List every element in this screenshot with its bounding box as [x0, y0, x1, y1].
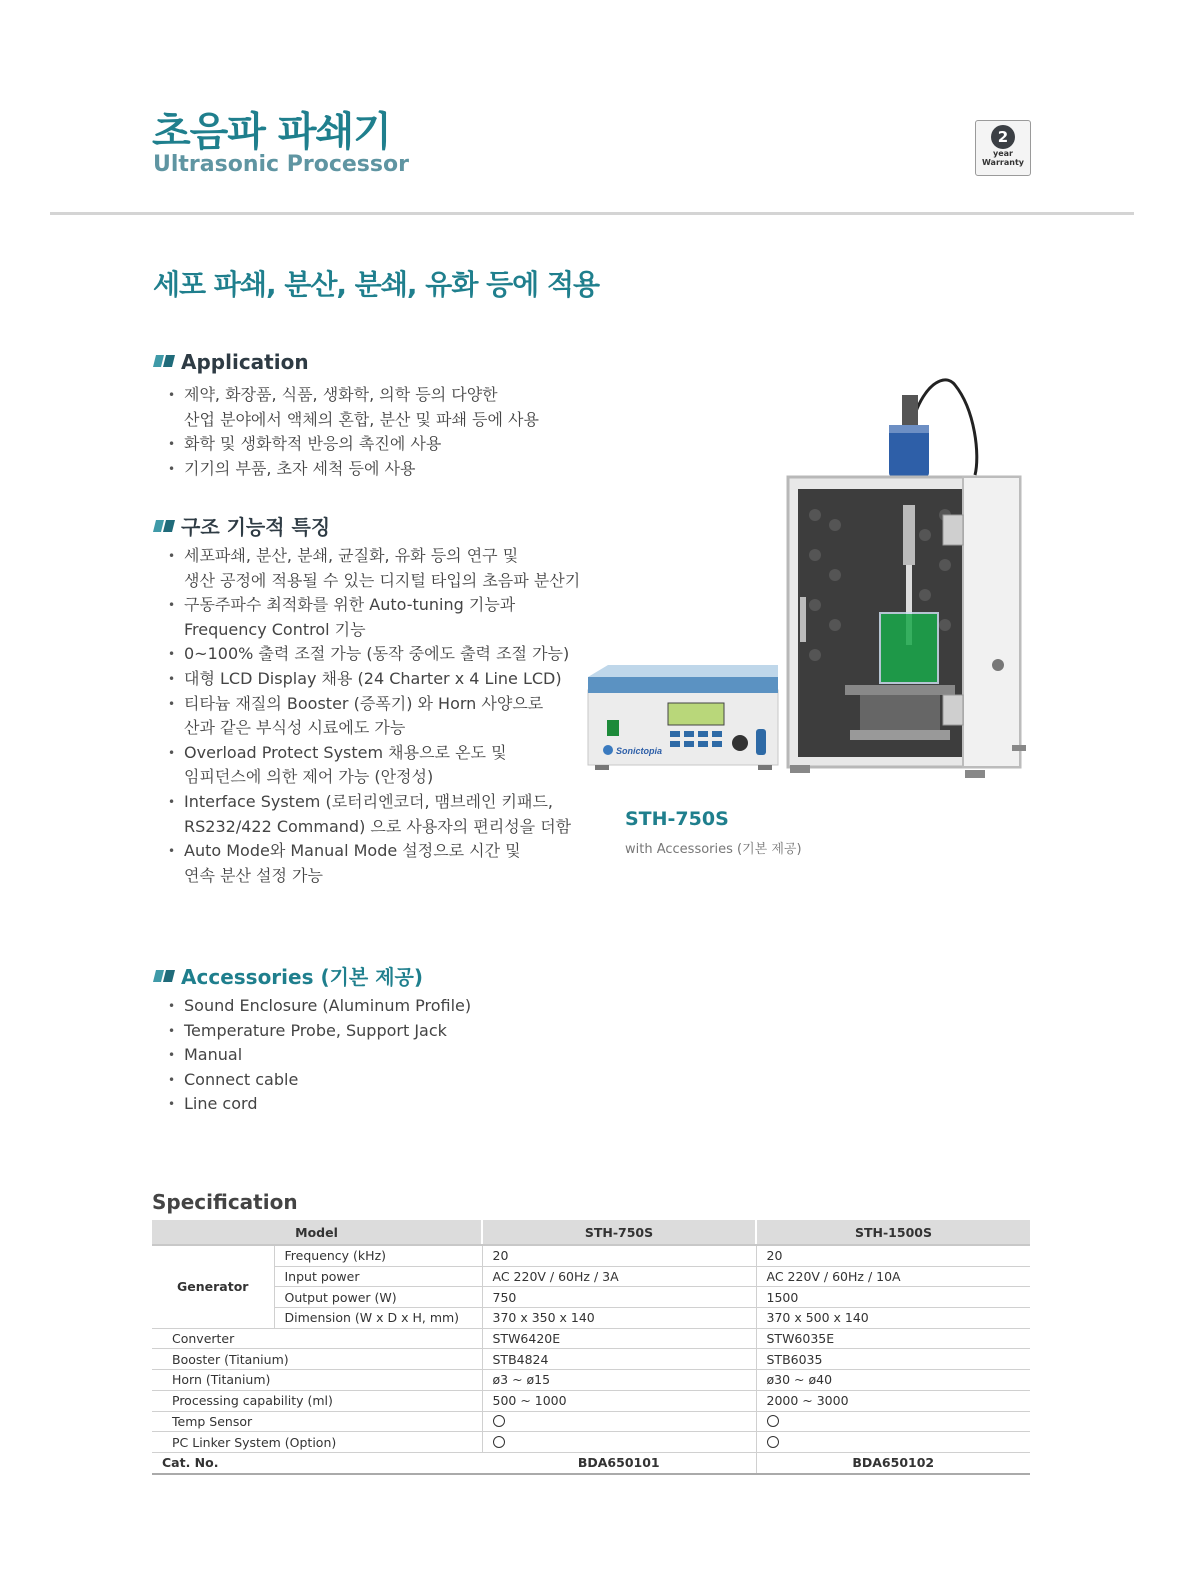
table-row: [152, 1370, 1030, 1391]
list-item: • Connect cable: [168, 1068, 471, 1093]
list-item: • 제약, 화장품, 식품, 생화학, 의학 등의 다양한 산업 분야에서 액체의 혼합, 분산 및 파쇄 등에 사용: [168, 383, 539, 432]
list-item: • Overload Protect System 채용으로 온도 및 임피던스에 의한 제어 가능 (안정성): [168, 741, 580, 790]
row-label: Cat. No.: [152, 1452, 482, 1473]
application-title: Application: [181, 350, 309, 374]
list-item: • 구동주파수 최적화를 위한 Auto-tuning 기능과 Frequency Control 기능: [168, 593, 580, 642]
product-note: with Accessories (기본 제공): [625, 842, 802, 857]
accessories-heading: [153, 961, 423, 990]
cell: [482, 1432, 756, 1453]
list-item: • 티타늄 재질의 Booster (증폭기) 와 Horn 사양으로 산과 같은 부식성 시료에도 가능: [168, 692, 580, 741]
circle-check-icon: [493, 1436, 505, 1448]
cell: STB6035: [756, 1349, 1030, 1370]
page-subtitle: Ultrasonic Processor: [153, 152, 409, 177]
cell: 370 x 500 x 140: [756, 1308, 1030, 1329]
cell: [756, 1432, 1030, 1453]
warranty-line1: year: [993, 149, 1013, 158]
product-model: STH-750S: [625, 808, 729, 830]
cell: [482, 1411, 756, 1432]
table-row: [152, 1328, 1030, 1349]
table-row: [152, 1245, 1030, 1266]
cell: STW6420E: [482, 1328, 756, 1349]
list-item: • 화학 및 생화학적 반응의 촉진에 사용: [168, 432, 539, 457]
list-item: • Auto Mode와 Manual Mode 설정으로 시간 및 연속 분산 설정 가능: [168, 839, 580, 888]
row-label: Input power: [274, 1266, 482, 1287]
cell: 500 ~ 1000: [482, 1390, 756, 1411]
row-label: Horn (Titanium): [152, 1370, 482, 1391]
accessories-title: Accessories (기본 제공): [181, 965, 423, 989]
generator-label: Generator: [152, 1245, 274, 1328]
page-title: 초음파 파쇄기: [152, 109, 391, 155]
features-heading: [153, 511, 330, 540]
table-row: [152, 1432, 1030, 1453]
row-label: Output power (W): [274, 1287, 482, 1308]
warranty-badge: [975, 120, 1031, 176]
warranty-number: 2: [991, 125, 1015, 149]
row-label: Frequency (kHz): [274, 1245, 482, 1266]
features-title: 구조 기능적 특징: [181, 515, 331, 539]
circle-check-icon: [767, 1436, 779, 1448]
list-item: • Line cord: [168, 1092, 471, 1117]
list-item: • 0~100% 출력 조절 가능 (동작 중에도 출력 조절 가능): [168, 642, 580, 667]
application-list: [168, 383, 539, 481]
row-label: Processing capability (ml): [152, 1390, 482, 1411]
spec-title: Specification: [152, 1190, 298, 1214]
table-row: [152, 1287, 1030, 1308]
list-item: • 기기의 부품, 초자 세척 등에 사용: [168, 457, 539, 482]
cell: [756, 1411, 1030, 1432]
table-row: [152, 1411, 1030, 1432]
cell: 2000 ~ 3000: [756, 1390, 1030, 1411]
table-row: [152, 1266, 1030, 1287]
cell: 20: [756, 1245, 1030, 1266]
table-row: [152, 1390, 1030, 1411]
cell: 370 x 350 x 140: [482, 1308, 756, 1329]
application-heading: [153, 350, 309, 374]
cell: BDA650102: [756, 1452, 1030, 1473]
cell: STB4824: [482, 1349, 756, 1370]
list-item: • Manual: [168, 1043, 471, 1068]
features-list: [168, 544, 580, 888]
cell: 750: [482, 1287, 756, 1308]
header-divider: [50, 212, 1134, 215]
cell: AC 220V / 60Hz / 3A: [482, 1266, 756, 1287]
circle-check-icon: [493, 1415, 505, 1427]
cell: 20: [482, 1245, 756, 1266]
cell: BDA650101: [482, 1452, 756, 1473]
row-label: Booster (Titanium): [152, 1349, 482, 1370]
table-row: [152, 1308, 1030, 1329]
brand-logo-text: Sonictopia: [616, 746, 663, 756]
list-item: • 세포파쇄, 분산, 분쇄, 균질화, 유화 등의 연구 및 생산 공정에 적용될 수 있는 디지털 타입의 초음파 분산기: [168, 544, 580, 593]
circle-check-icon: [767, 1415, 779, 1427]
warranty-line2: Warranty: [982, 158, 1024, 167]
list-item: • Temperature Probe, Support Jack: [168, 1019, 471, 1044]
list-item: • 대형 LCD Display 채용 (24 Charter x 4 Line LCD): [168, 667, 580, 692]
spec-table: [152, 1220, 1030, 1475]
accessories-list: [168, 994, 471, 1117]
row-label: Temp Sensor: [152, 1411, 482, 1432]
row-label: Dimension (W x D x H, mm): [274, 1308, 482, 1329]
table-row: [152, 1452, 1030, 1473]
section-marker-icon: [153, 519, 175, 533]
row-label: Converter: [152, 1328, 482, 1349]
list-item: • Sound Enclosure (Aluminum Profile): [168, 994, 471, 1019]
col-header-sth1500s: STH-1500S: [756, 1220, 1030, 1245]
cell: 1500: [756, 1287, 1030, 1308]
product-image: [580, 365, 1030, 795]
cell: ø3 ~ ø15: [482, 1370, 756, 1391]
row-label: PC Linker System (Option): [152, 1432, 482, 1453]
cell: STW6035E: [756, 1328, 1030, 1349]
section-marker-icon: [153, 354, 175, 368]
headline: 세포 파쇄, 분산, 분쇄, 유화 등에 적용: [153, 268, 600, 301]
list-item: • Interface System (로터리엔코더, 맴브레인 키패드, RS232/422 Command) 으로 사용자의 편리성을 더함: [168, 790, 580, 839]
table-header-row: [152, 1220, 1030, 1245]
section-marker-icon: [153, 969, 175, 983]
col-header-sth750s: STH-750S: [482, 1220, 756, 1245]
table-row: [152, 1349, 1030, 1370]
cell: AC 220V / 60Hz / 10A: [756, 1266, 1030, 1287]
col-header-model: Model: [152, 1220, 482, 1245]
cell: ø30 ~ ø40: [756, 1370, 1030, 1391]
